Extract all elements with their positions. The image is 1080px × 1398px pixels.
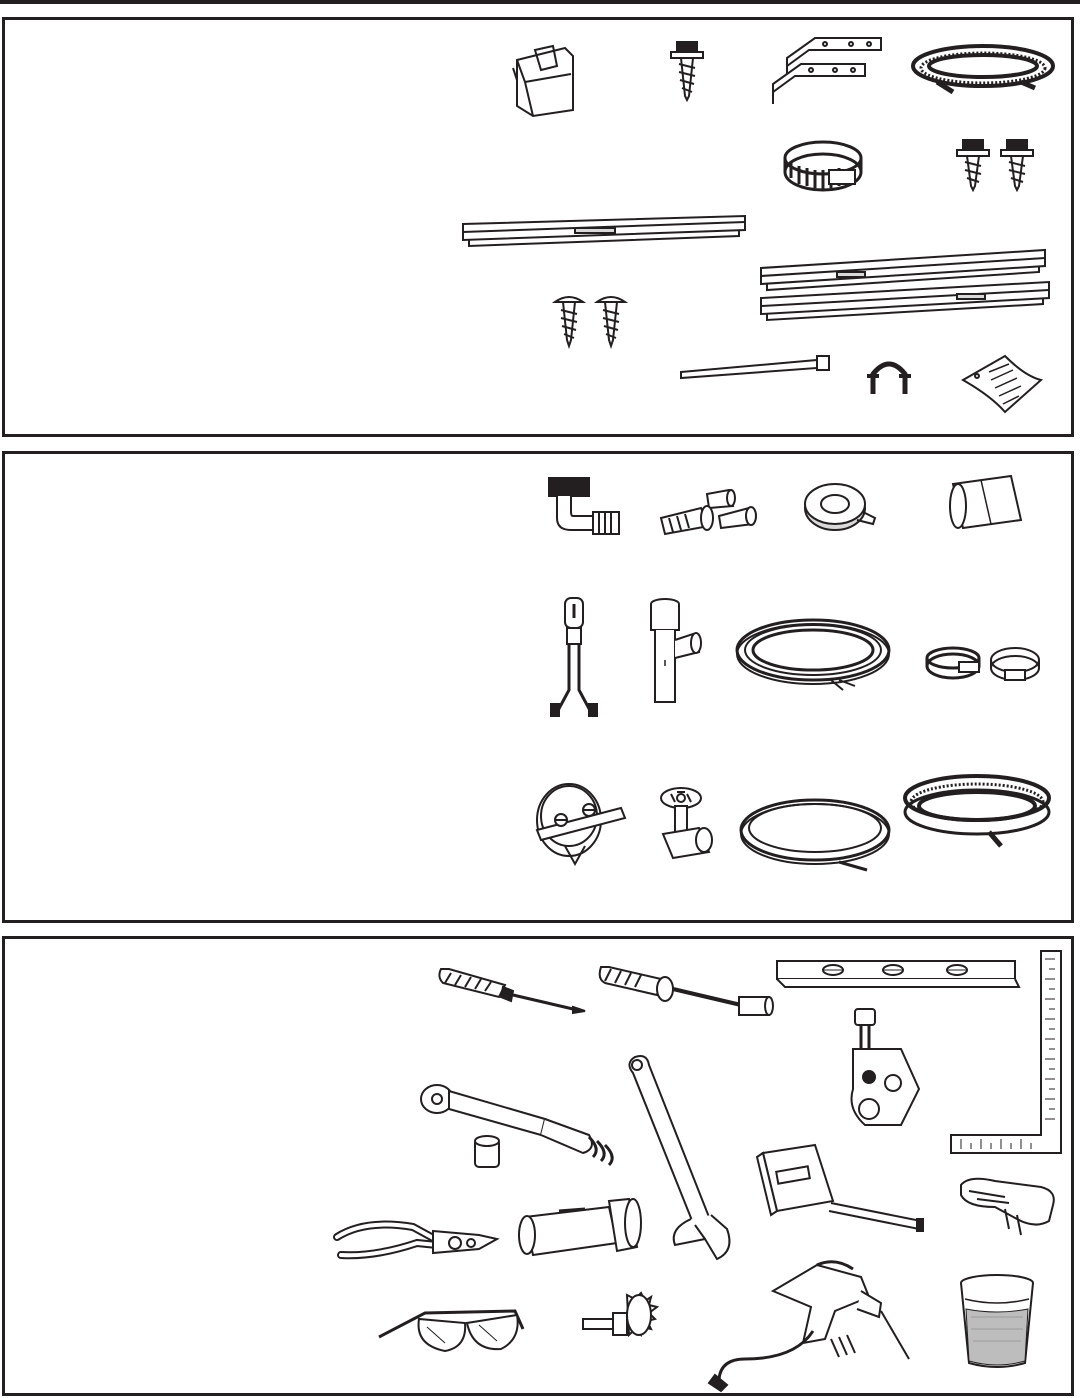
hose-clamps-icon [927,648,1039,680]
guide-clip-icon [513,46,573,116]
short-rails-icon [761,250,1049,320]
adjustable-wrench-icon [629,1056,729,1259]
drain-hose-icon [737,620,889,690]
drain-tee-icon [651,599,701,702]
gloves-icon [961,1179,1054,1235]
tube-clip-icon [867,364,911,394]
flat-screwdriver-icon [600,967,773,1015]
flashlight-icon [519,1199,641,1255]
parts-not-supplied-panel [2,451,1074,923]
top-rule [0,0,1080,4]
tape-measure-icon [757,1145,923,1231]
copper-tubing-icon [741,800,889,870]
instruction-sheet-icon [963,356,1041,412]
drill-icon [709,1262,909,1391]
bucket-icon [961,1275,1033,1367]
ratchet-icon [421,1085,612,1165]
hole-saw-icon [583,1293,657,1335]
pvc-coupling-icon [950,476,1021,528]
safety-glasses-icon [379,1311,523,1351]
two-pan-screws-icon [555,297,625,346]
socket-icon [475,1136,499,1167]
parts-supplied-panel [2,17,1074,437]
mounting-brackets-icon [773,38,881,104]
level-icon [777,961,1019,987]
two-hex-screws-icon [957,140,1033,190]
tools-needed-panel [2,936,1074,1396]
tubing-cutter-icon [852,1009,920,1125]
shutoff-valve-icon [661,788,712,858]
cable-tie-icon [681,356,829,378]
long-rail-icon [463,216,745,246]
supply-hose-icon [905,776,1049,846]
power-cord-icon [551,598,597,716]
pliers-icon [337,1225,497,1256]
wire-nuts-icon [661,490,756,534]
braided-supply-hose-icon [913,46,1053,92]
hex-screw-icon [671,42,703,100]
hose-clamp-icon [785,142,861,190]
phillips-screwdriver-icon [439,969,585,1013]
elbow-fitting-icon [549,478,619,534]
electrical-tape-icon [805,484,875,530]
junction-box-icon [537,784,625,864]
